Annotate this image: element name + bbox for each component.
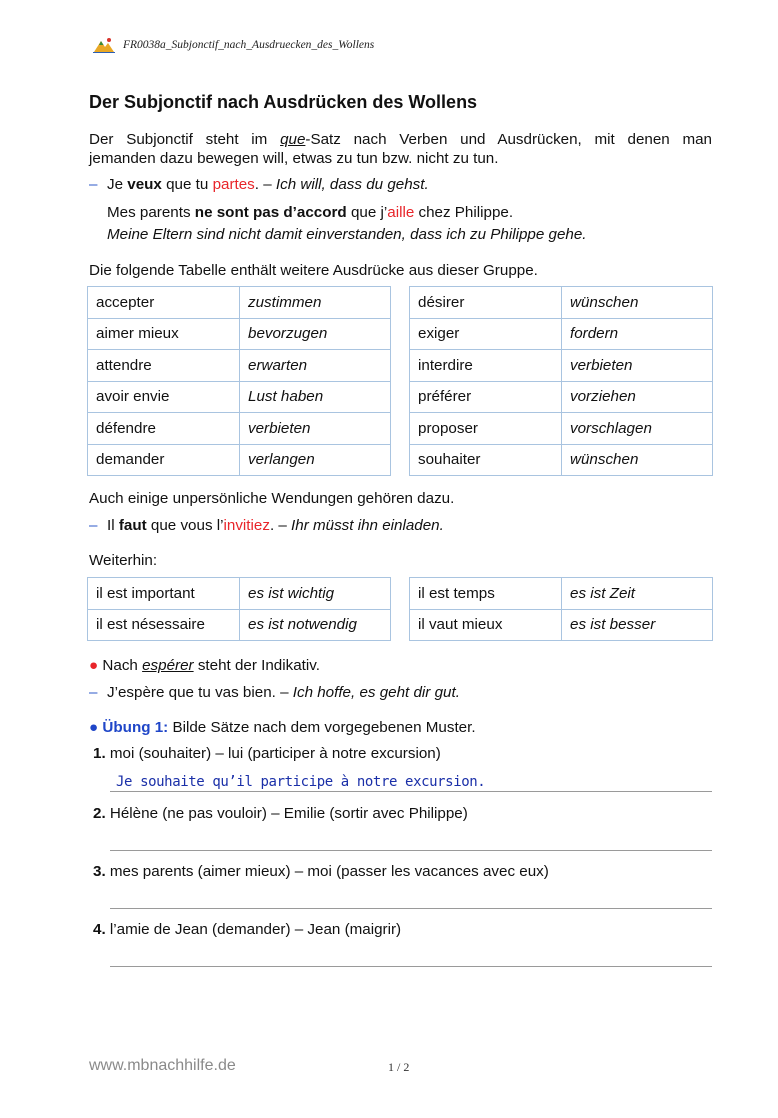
table-row: [410, 578, 713, 610]
table-row: [88, 413, 391, 445]
german-translation: es ist Zeit: [562, 578, 713, 610]
footer-url[interactable]: www.mbnachhilfe.de: [89, 1057, 236, 1074]
table-row: [88, 318, 391, 350]
document-header: [93, 35, 374, 55]
answer-line-4[interactable]: [110, 966, 712, 967]
french-term: exiger: [410, 318, 562, 350]
example-4: – J’espère que tu vas bien. – Ich hoffe, es geht dir gut.: [89, 684, 460, 701]
answer-line-2[interactable]: [110, 850, 712, 851]
weiterhin-label: Weiterhin:: [89, 552, 158, 569]
french-term: il est temps: [410, 578, 562, 610]
intro-paragraph: [89, 130, 712, 168]
french-term: aimer mieux: [88, 318, 240, 350]
german-translation: es ist besser: [562, 609, 713, 641]
phrases-table-left: [87, 577, 391, 641]
table-row: [88, 350, 391, 382]
french-term: préférer: [410, 381, 562, 413]
german-translation: fordern: [562, 318, 713, 350]
example-2: Mes parents ne sont pas d’accord que j’aille chez Philippe. Meine Eltern sind nicht damit einverstanden, dass ich zu Philippe gehe.: [107, 204, 587, 243]
table-row: [410, 350, 713, 382]
french-term: il est nésessaire: [88, 609, 240, 641]
french-term: souhaiter: [410, 444, 562, 476]
exercise-item-3: 3. mes parents (aimer mieux) – moi (passer les vacances avec eux): [93, 863, 549, 880]
table-row: [88, 609, 391, 641]
german-translation: bevorzugen: [240, 318, 391, 350]
example-1: – Je veux que tu partes. – Ich will, dass du gehst.: [89, 176, 429, 193]
german-translation: vorschlagen: [562, 413, 713, 445]
table-row: [88, 578, 391, 610]
german-translation: es ist wichtig: [240, 578, 391, 610]
german-translation: wünschen: [562, 287, 713, 319]
german-translation: wünschen: [562, 444, 713, 476]
french-term: attendre: [88, 350, 240, 382]
bullet-icon: ●: [89, 719, 99, 736]
table-row: [88, 381, 391, 413]
phrases-table-right: [409, 577, 713, 641]
exercise-item-2: 2. Hélène (ne pas vouloir) – Emilie (sortir avec Philippe): [93, 805, 468, 822]
exercise-heading: ● Übung 1: Bilde Sätze nach dem vorgegebenen Muster.: [89, 719, 476, 736]
table-row: [88, 444, 391, 476]
answer-line-1[interactable]: [110, 791, 712, 792]
intro-line-1: Der Subjonctif steht im que-Satz nach Verben und Ausdrücken, mit denen man: [89, 131, 713, 148]
table-row: [410, 287, 713, 319]
french-term: avoir envie: [88, 381, 240, 413]
table-row: [410, 413, 713, 445]
indicative-note: ● Nach espérer steht der Indikativ.: [89, 657, 320, 674]
french-term: défendre: [88, 413, 240, 445]
file-name: FR0038a_Subjonctif_nach_Ausdruecken_des_Wollens: [123, 39, 375, 51]
mountain-logo-icon: [93, 37, 115, 53]
table-row: [410, 444, 713, 476]
answer-1[interactable]: Je souhaite qu’il participe à notre excursion.: [116, 774, 486, 790]
exercise-item-1: 1. moi (souhaiter) – lui (participer à notre excursion): [93, 745, 441, 762]
german-translation: erwarten: [240, 350, 391, 382]
table-row: [410, 318, 713, 350]
french-term: désirer: [410, 287, 562, 319]
table-intro: Die folgende Tabelle enthält weitere Ausdrücke aus dieser Gruppe.: [89, 262, 538, 279]
page-number: 1 / 2: [388, 1060, 410, 1074]
table-row: [88, 287, 391, 319]
example-3: – Il faut que vous l’invitiez. – Ihr müsst ihn einladen.: [89, 517, 444, 534]
bullet-icon: ●: [89, 657, 99, 674]
german-translation: verbieten: [562, 350, 713, 382]
german-translation: es ist notwendig: [240, 609, 391, 641]
table-row: [410, 381, 713, 413]
verbs-table-left: [87, 286, 391, 476]
french-term: proposer: [410, 413, 562, 445]
intro-line-2: jemanden dazu bewegen will, etwas zu tun bzw. nicht zu tun.: [89, 150, 499, 167]
german-translation: verlangen: [240, 444, 391, 476]
german-translation: zustimmen: [240, 287, 391, 319]
page-title: Der Subjonctif nach Ausdrücken des Wollens: [89, 92, 478, 112]
german-translation: Lust haben: [240, 381, 391, 413]
french-term: interdire: [410, 350, 562, 382]
exercise-item-4: 4. l’amie de Jean (demander) – Jean (maigrir): [93, 921, 402, 938]
impersonal-intro: Auch einige unpersönliche Wendungen gehören dazu.: [89, 490, 455, 507]
french-term: demander: [88, 444, 240, 476]
german-translation: vorziehen: [562, 381, 713, 413]
french-term: il vaut mieux: [410, 609, 562, 641]
german-translation: verbieten: [240, 413, 391, 445]
answer-line-3[interactable]: [110, 908, 712, 909]
french-term: il est important: [88, 578, 240, 610]
french-term: accepter: [88, 287, 240, 319]
table-row: [410, 609, 713, 641]
verbs-table-right: [409, 286, 713, 476]
